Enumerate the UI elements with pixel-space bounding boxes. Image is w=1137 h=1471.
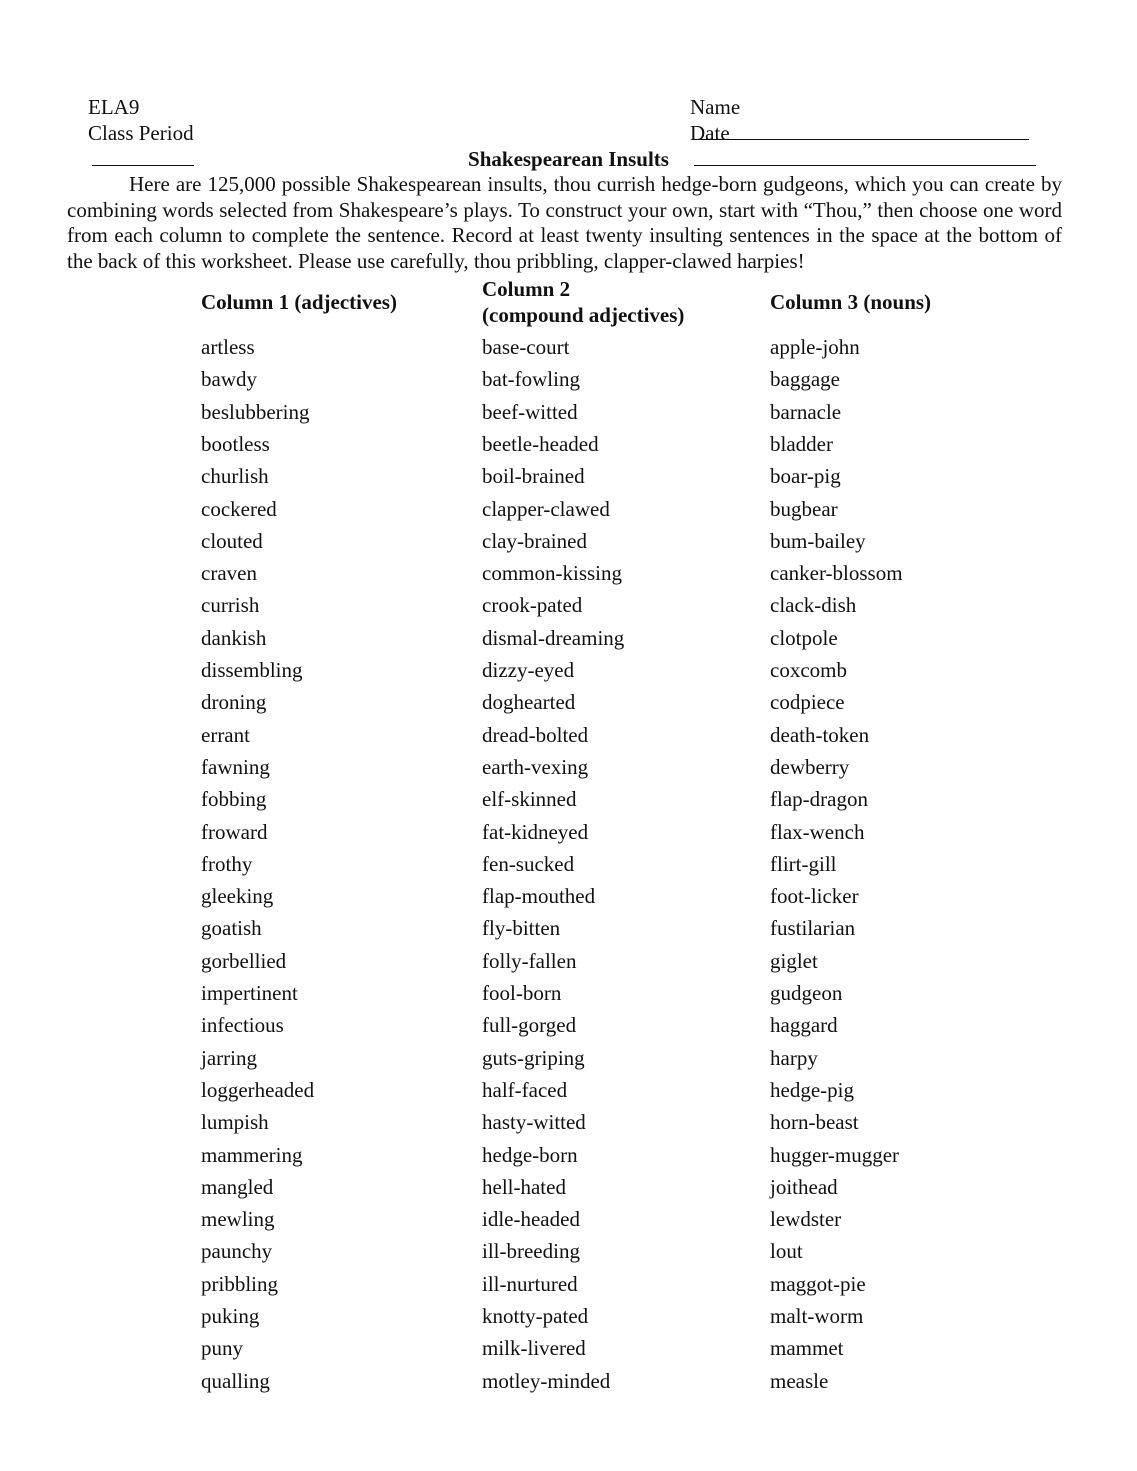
- noun-word: flirt-gill: [770, 851, 837, 876]
- noun-word: measle: [770, 1368, 829, 1393]
- compound-adjective-word: clay-brained: [482, 528, 587, 553]
- compound-adjective-word: ill-breeding: [482, 1239, 580, 1264]
- compound-adjective-word: clapper-clawed: [482, 496, 610, 521]
- adjective-word: errant: [201, 722, 250, 747]
- column-2-heading: [482, 277, 684, 328]
- noun-word: harpy: [770, 1045, 818, 1070]
- noun-word: flax-wench: [770, 819, 865, 844]
- adjective-word: fobbing: [201, 787, 267, 812]
- compound-adjective-word: milk-livered: [482, 1336, 586, 1361]
- noun-word: bladder: [770, 431, 833, 456]
- compound-adjective-word: ill-nurtured: [482, 1271, 578, 1296]
- compound-adjective-word: hedge-born: [482, 1142, 578, 1167]
- noun-word: hedge-pig: [770, 1077, 854, 1102]
- column-3-heading: Column 3 (nouns): [770, 290, 932, 314]
- compound-adjective-word: base-court: [482, 335, 570, 359]
- compound-adjective-word: common-kissing: [482, 561, 622, 586]
- compound-adjective-word: elf-skinned: [482, 787, 577, 812]
- compound-adjective-word: beef-witted: [482, 399, 578, 424]
- noun-word: dewberry: [770, 754, 850, 779]
- adjective-word: artless: [201, 335, 255, 359]
- noun-word: apple-john: [770, 335, 860, 359]
- compound-adjective-word: guts-griping: [482, 1045, 585, 1070]
- adjective-word: fawning: [201, 754, 270, 779]
- noun-word: clotpole: [770, 625, 838, 650]
- noun-word: joithead: [770, 1174, 838, 1199]
- noun-word: hugger-mugger: [770, 1142, 900, 1167]
- adjective-word: mewling: [201, 1207, 275, 1232]
- compound-adjective-word: folly-fallen: [482, 948, 577, 973]
- compound-adjective-word: dread-bolted: [482, 722, 589, 747]
- adjective-word: paunchy: [201, 1239, 273, 1264]
- adjective-word: goatish: [201, 916, 262, 941]
- adjective-word: infectious: [201, 1013, 284, 1038]
- compound-adjective-word: knotty-pated: [482, 1304, 589, 1328]
- adjective-word: pribbling: [201, 1271, 278, 1296]
- noun-word: baggage: [770, 367, 840, 392]
- noun-word: codpiece: [770, 690, 845, 715]
- noun-word: bugbear: [770, 496, 838, 521]
- noun-word: canker-blossom: [770, 561, 903, 586]
- compound-adjective-word: earth-vexing: [482, 754, 589, 779]
- noun-word: boar-pig: [770, 464, 841, 489]
- class-period-label: Class Period: [88, 121, 194, 145]
- noun-word: mammet: [770, 1336, 844, 1361]
- compound-adjective-word: fool-born: [482, 981, 562, 1005]
- adjective-word: puking: [201, 1304, 260, 1328]
- compound-adjective-word: fen-sucked: [482, 851, 575, 876]
- noun-word: giglet: [770, 948, 818, 973]
- noun-word: maggot-pie: [770, 1271, 866, 1296]
- adjective-word: cockered: [201, 496, 277, 521]
- compound-adjective-word: half-faced: [482, 1077, 568, 1102]
- noun-word: lout: [770, 1239, 803, 1264]
- noun-word: fustilarian: [770, 916, 856, 941]
- adjective-word: bootless: [201, 431, 270, 456]
- compound-adjective-word: hasty-witted: [482, 1110, 586, 1135]
- compound-adjective-word: full-gorged: [482, 1013, 577, 1038]
- noun-word: coxcomb: [770, 658, 847, 682]
- compound-adjective-word: dizzy-eyed: [482, 658, 575, 682]
- adjective-word: gorbellied: [201, 948, 287, 973]
- adjective-word: dissembling: [201, 658, 303, 682]
- adjective-word: jarring: [201, 1045, 257, 1070]
- compound-adjective-word: crook-pated: [482, 593, 583, 618]
- compound-adjective-word: dismal-dreaming: [482, 625, 625, 650]
- compound-adjective-word: idle-headed: [482, 1207, 580, 1232]
- adjective-word: puny: [201, 1336, 243, 1361]
- adjective-word: mangled: [201, 1174, 274, 1199]
- adjective-word: beslubbering: [201, 399, 310, 424]
- adjective-word: lumpish: [201, 1110, 269, 1135]
- noun-word: death-token: [770, 722, 870, 747]
- noun-word: flap-dragon: [770, 787, 868, 812]
- adjective-word: currish: [201, 593, 260, 618]
- compound-adjective-word: bat-fowling: [482, 367, 580, 392]
- adjective-word: froward: [201, 819, 268, 844]
- column-2-heading-line1: Column 2: [482, 277, 571, 301]
- adjective-word: clouted: [201, 528, 263, 553]
- noun-word: bum-bailey: [770, 528, 866, 553]
- compound-adjective-word: flap-mouthed: [482, 884, 596, 909]
- adjective-word: loggerheaded: [201, 1077, 315, 1102]
- adjective-word: mammering: [201, 1142, 303, 1167]
- compound-adjective-word: boil-brained: [482, 464, 585, 489]
- noun-word: malt-worm: [770, 1304, 864, 1328]
- instructions-text: Here are 125,000 possible Shakespearean insults, thou currish hedge-born gudgeons, which you can create by combining words selected from Shakespeare’s plays. To construct your own, start with “Thou,” then choose one word from each column to complete the sentence. Record at least twenty insulting sentences in the space at the bottom of the back of this worksheet. Please use carefully, thou pribbling, clapper-clawed harpies!: [67, 172, 1062, 273]
- adjective-word: qualling: [201, 1368, 270, 1393]
- adjective-word: churlish: [201, 464, 269, 489]
- compound-adjective-word: fat-kidneyed: [482, 819, 589, 844]
- adjective-word: dankish: [201, 625, 267, 650]
- adjective-word: gleeking: [201, 884, 274, 909]
- date-label: Date: [690, 121, 730, 145]
- compound-adjective-word: motley-minded: [482, 1368, 611, 1393]
- adjective-word: bawdy: [201, 367, 257, 392]
- compound-adjective-word: fly-bitten: [482, 916, 561, 941]
- noun-word: clack-dish: [770, 593, 857, 618]
- worksheet-title: Shakespearean Insults: [468, 147, 669, 171]
- noun-word: haggard: [770, 1013, 838, 1038]
- compound-adjective-word: doghearted: [482, 690, 576, 715]
- compound-adjective-word: hell-hated: [482, 1174, 566, 1199]
- noun-word: lewdster: [770, 1207, 842, 1232]
- adjective-word: impertinent: [201, 981, 298, 1005]
- course-label: ELA9: [88, 95, 140, 119]
- noun-word: barnacle: [770, 399, 842, 424]
- adjective-word: frothy: [201, 851, 253, 876]
- column-2-heading-line2: (compound adjectives): [482, 302, 685, 327]
- adjective-word: craven: [201, 561, 257, 586]
- name-label: Name: [690, 95, 741, 119]
- compound-adjective-word: beetle-headed: [482, 431, 599, 456]
- instructions-paragraph: [67, 172, 1062, 274]
- noun-word: horn-beast: [770, 1110, 859, 1135]
- noun-word: gudgeon: [770, 981, 843, 1005]
- noun-word: foot-licker: [770, 884, 859, 909]
- adjective-word: droning: [201, 690, 267, 715]
- column-1-heading: Column 1 (adjectives): [201, 290, 397, 314]
